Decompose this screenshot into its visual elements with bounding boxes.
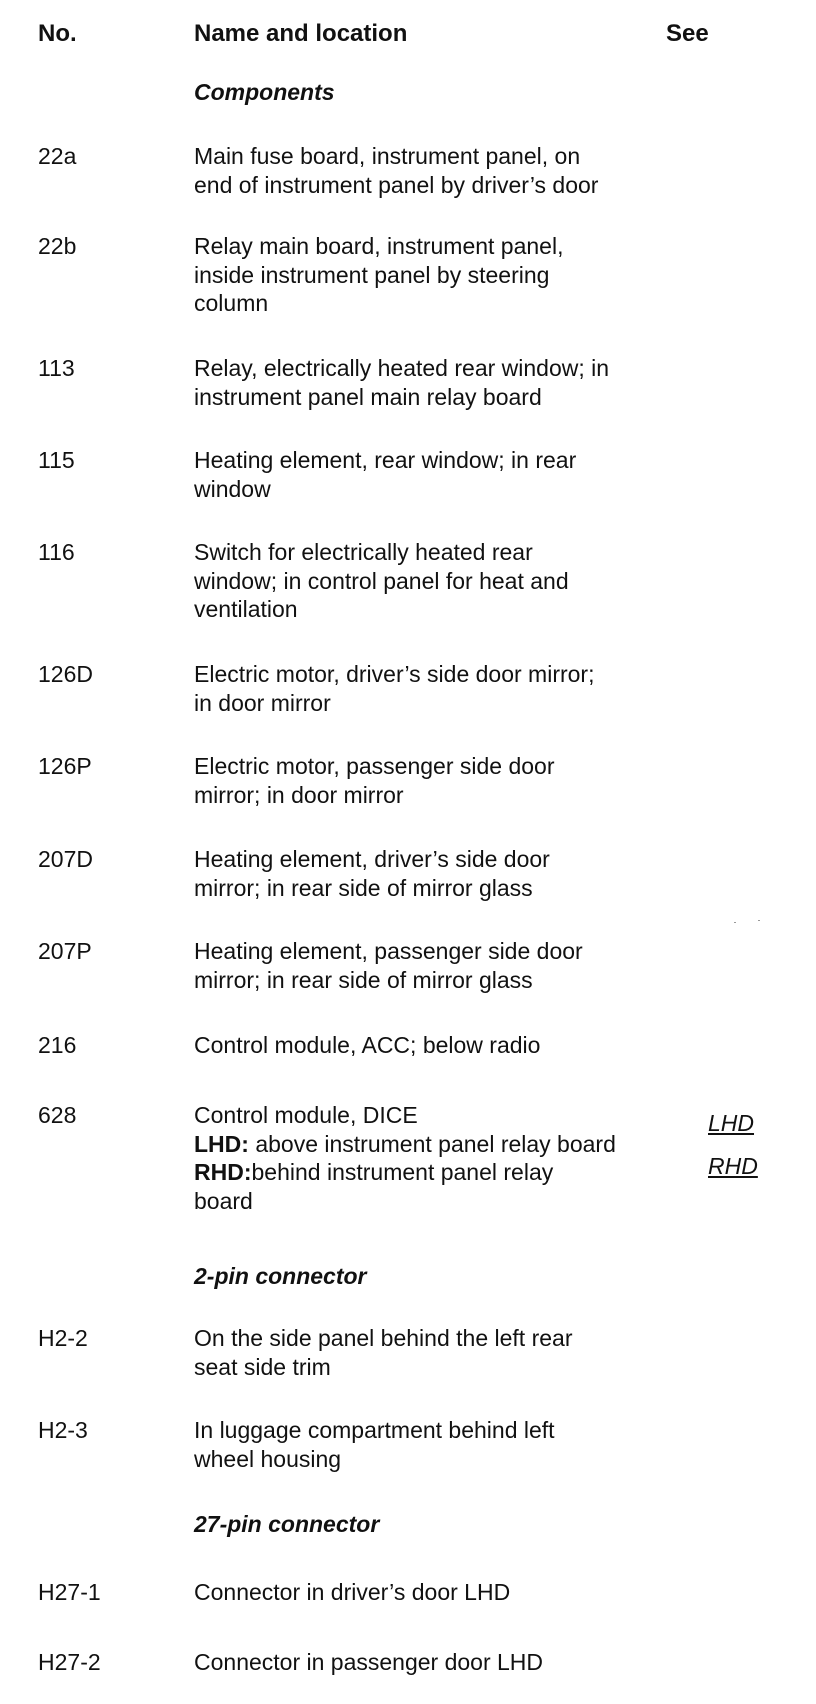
row-description-216 [194, 1031, 684, 1060]
row-description-126d [194, 660, 684, 717]
description-line: Control module, DICE [194, 1102, 418, 1128]
description-line: instrument panel main relay board [194, 383, 542, 410]
row-description-115 [194, 446, 684, 503]
lhd-label: LHD: [194, 1130, 249, 1157]
description-line: board [194, 1187, 253, 1214]
description-line: Control module, ACC; below radio [194, 1032, 541, 1058]
lhd-location-text: above instrument panel relay board [248, 1130, 616, 1157]
row-number-h2-3: H2-3 [38, 1417, 88, 1443]
description-line: inside instrument panel by steering [194, 261, 550, 288]
row-description-h2-3 [194, 1416, 684, 1473]
description-line: window [194, 475, 271, 502]
description-line: column [194, 290, 269, 316]
row-description-207d [194, 845, 684, 902]
row-description-628 [194, 1101, 684, 1215]
section-heading-components: Components [194, 79, 335, 105]
row-number-207p: 207P [38, 938, 92, 964]
row-number-h27-1: H27-1 [38, 1579, 101, 1605]
description-line: wheel housing [194, 1445, 342, 1472]
row-number-207d: 207D [38, 846, 93, 872]
row-number-628: 628 [38, 1102, 77, 1128]
row-number-126p: 126P [38, 753, 92, 779]
rhd-label: RHD: [194, 1159, 252, 1185]
row-number-216: 216 [38, 1032, 77, 1058]
description-line: On the side panel behind the left rear [194, 1325, 573, 1351]
section-heading-2-pin-connector: 2-pin connector [194, 1263, 367, 1289]
description-line: seat side trim [194, 1353, 331, 1380]
see-link-lhd[interactable]: LHD [708, 1110, 755, 1136]
row-description-h27-1 [194, 1578, 684, 1607]
description-line: window; in control panel for heat and [194, 567, 569, 594]
row-number-22b: 22b [38, 233, 77, 259]
description-line: Switch for electrically heated rear [194, 539, 533, 565]
description-line: Connector in passenger door LHD [194, 1649, 544, 1675]
description-line: ventilation [194, 596, 298, 622]
description-line: Heating element, driver’s side door [194, 846, 550, 872]
row-description-22a [194, 142, 684, 199]
scan-speck [734, 922, 736, 923]
row-number-113: 113 [38, 355, 75, 381]
row-description-116 [194, 538, 684, 624]
description-line: In luggage compartment behind left [194, 1417, 555, 1443]
lhd-location-line [194, 1130, 684, 1159]
row-number-126d: 126D [38, 661, 93, 687]
row-number-115: 115 [38, 447, 75, 473]
row-description-126p [194, 752, 684, 809]
see-link-rhd[interactable]: RHD [708, 1153, 758, 1179]
section-heading-27-pin-connector: 27-pin connector [194, 1511, 380, 1537]
description-line: in door mirror [194, 689, 331, 716]
rhd-location-line [194, 1158, 684, 1187]
row-number-h2-2: H2-2 [38, 1325, 88, 1351]
description-line: Heating element, rear window; in rear [194, 447, 577, 473]
row-number-h27-2: H27-2 [38, 1649, 101, 1675]
description-line: end of instrument panel by driver’s door [194, 171, 599, 198]
description-line: Relay main board, instrument panel, [194, 233, 564, 259]
row-number-22a: 22a [38, 143, 77, 169]
scan-speck [758, 920, 760, 921]
description-line: Connector in driver’s door LHD [194, 1579, 511, 1605]
description-line: mirror; in rear side of mirror glass [194, 874, 533, 901]
row-description-113 [194, 354, 684, 411]
rhd-location-text: behind instrument panel relay [251, 1159, 554, 1185]
description-line: Electric motor, driver’s side door mirror; [194, 661, 595, 687]
row-description-22b [194, 232, 684, 318]
row-description-207p [194, 937, 684, 994]
description-line: Electric motor, passenger side door [194, 753, 555, 779]
description-line: Heating element, passenger side door [194, 938, 583, 964]
description-line: mirror; in door mirror [194, 781, 404, 808]
column-header-name-location: Name and location [194, 20, 408, 47]
description-line: Relay, electrically heated rear window; in [194, 355, 610, 381]
row-number-116: 116 [38, 539, 75, 565]
description-line: Main fuse board, instrument panel, on [194, 143, 581, 169]
row-description-h2-2 [194, 1324, 684, 1381]
column-header-number: No. [38, 20, 77, 47]
column-header-see: See [666, 20, 709, 47]
description-line: mirror; in rear side of mirror glass [194, 966, 533, 993]
row-description-h27-2 [194, 1648, 684, 1677]
